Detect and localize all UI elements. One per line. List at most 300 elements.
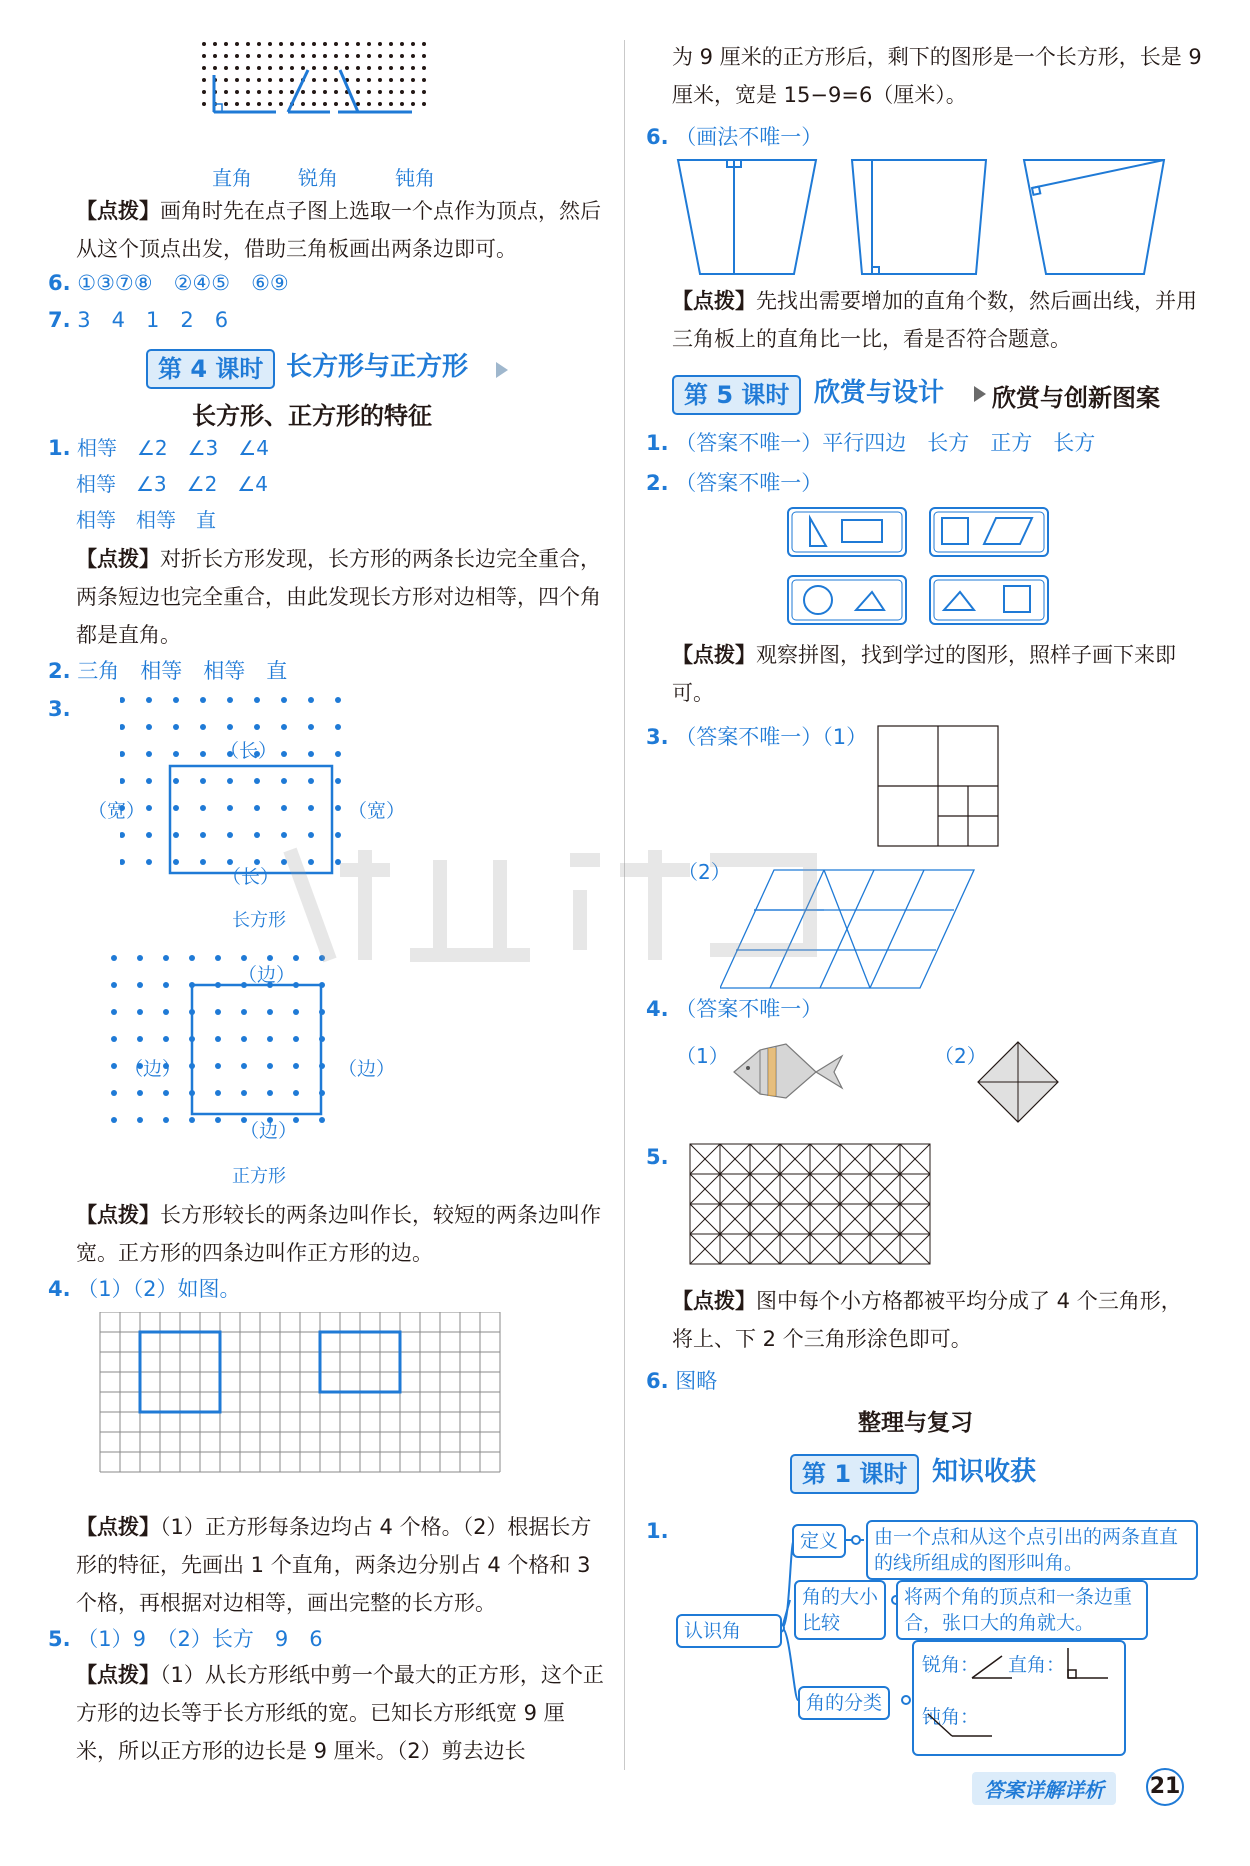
q3-num: 3.: [48, 697, 71, 721]
tip-2-text: 对折长方形发现，长方形的两条长边完全重合，两条短边也完全重合，由此发现长方形对边相等，四个角都是直角。: [76, 547, 601, 647]
grid-dot: [389, 102, 393, 106]
grid-dot: [224, 78, 228, 82]
grid-dot: [293, 1063, 299, 1069]
question-6: [48, 264, 289, 302]
q7-num: 7.: [48, 308, 71, 332]
grid-dot: [257, 42, 261, 46]
grid-dot: [400, 54, 404, 58]
grid-dot: [246, 66, 250, 70]
grid-dot: [163, 1036, 169, 1042]
grid-dot: [202, 78, 206, 82]
grid-dot: [281, 751, 287, 757]
q5-answer: （1）9 （2）长方 9 6: [77, 1627, 323, 1651]
grid-dot: [323, 42, 327, 46]
grid-dot: [411, 42, 415, 46]
grid-dot: [163, 955, 169, 961]
grid-dot: [323, 54, 327, 58]
grid-dot: [224, 66, 228, 70]
grid-dot: [334, 102, 338, 106]
grid-dot: [312, 54, 316, 58]
grid-dot: [389, 42, 393, 46]
section-subtitle: 长方形、正方形的特征: [192, 402, 432, 430]
rect-label-bottom: （长）: [222, 866, 280, 888]
grid-dot: [224, 42, 228, 46]
q6b-num: 6.: [646, 1369, 669, 1393]
grid-dot: [400, 66, 404, 70]
obtuse-label: 钝角：: [922, 1706, 980, 1728]
question-6b-right: [646, 1362, 717, 1400]
grid-dot: [254, 697, 260, 703]
acute-label: 锐角：: [922, 1654, 980, 1676]
q7-answer: 3 4 1 2 6: [77, 308, 229, 332]
grid-dot: [111, 1036, 117, 1042]
grid-dot: [400, 42, 404, 46]
tip-6-text: 先找出需要增加的直角个数，然后画出线，并用三角板上的直角比一比，看是否符合题意。: [672, 289, 1197, 351]
tip-tag: 【点拨】: [672, 643, 756, 667]
question-1-right: [646, 424, 1095, 462]
grid-dot: [290, 78, 294, 82]
q3r-num: 3.: [646, 725, 669, 749]
grid-dot: [279, 54, 283, 58]
grid-dot: [378, 54, 382, 58]
lesson-1-title: 知识收获: [932, 1457, 1037, 1487]
grid-dot: [279, 102, 283, 106]
lesson-1-tag: 第 1 课时: [790, 1454, 919, 1494]
tip-tag: 【点拨】: [672, 1289, 756, 1313]
grid-dot: [173, 724, 179, 730]
grid-dot: [301, 90, 305, 94]
grid-dot: [200, 778, 206, 784]
grid-dot: [235, 102, 239, 106]
grid-dot: [334, 78, 338, 82]
grid-dot: [202, 66, 206, 70]
q4-num: 4.: [48, 1277, 71, 1301]
question-1: [48, 430, 269, 538]
grid-dot: [422, 66, 426, 70]
q6r-num: 6.: [646, 125, 669, 149]
grid-dot: [163, 1009, 169, 1015]
grid-dot: [146, 751, 152, 757]
grid-dot: [422, 42, 426, 46]
review-title: 整理与复习: [858, 1410, 973, 1436]
grid-dot: [173, 751, 179, 757]
question-2-right: [646, 464, 822, 502]
grid-dot: [323, 66, 327, 70]
grid-dot: [246, 102, 250, 106]
tip-tag: 【点拨】: [76, 547, 160, 571]
q4-answer: （1）（2）如图。: [77, 1277, 241, 1301]
grid-dot: [323, 90, 327, 94]
q2-answer: 三角 相等 相等 直: [77, 659, 288, 683]
right-label: 直角：: [1008, 1654, 1066, 1676]
grid-dot: [281, 697, 287, 703]
grid-dot: [137, 1090, 143, 1096]
question-6-right: [646, 118, 822, 156]
lesson-5-arrow-icon: [974, 386, 986, 402]
grid-dot: [200, 724, 206, 730]
question-5: [48, 1620, 323, 1658]
grid-dot: [241, 1090, 247, 1096]
grid-dot: [202, 102, 206, 106]
grid-dot: [111, 982, 117, 988]
mindmap-def-text: 由一个点和从这个点引出的两条直直的线所组成的图形叫角。: [866, 1520, 1198, 1580]
grid-dot: [400, 90, 404, 94]
q6-answer: ①③⑦⑧ ②④⑤ ⑥⑨: [77, 271, 289, 295]
grid-dot: [411, 102, 415, 106]
grid-dot: [254, 805, 260, 811]
lesson-5-tag: 第 5 课时: [672, 375, 801, 415]
grid-dot: [293, 1090, 299, 1096]
grid-dot: [200, 751, 206, 757]
rect-caption: 长方形: [232, 910, 286, 931]
grid-dot: [319, 1117, 325, 1123]
grid-dot: [267, 1036, 273, 1042]
grid-dot: [111, 1090, 117, 1096]
mindmap-cmp-label: 角的大小比较: [794, 1580, 886, 1640]
acute-angle-label: 锐角: [298, 166, 338, 190]
grid-dot: [213, 54, 217, 58]
grid-dot: [367, 90, 371, 94]
grid-dot: [254, 724, 260, 730]
tip-3-text: 长方形较长的两条边叫作长，较短的两条边叫作宽。正方形的四条边叫作正方形的边。: [76, 1203, 601, 1265]
tip-4-text: （1）正方形每条边均占 4 个格。（2）根据长方形的特征，先画出 1 个直角，两条边分别占 4 个格和 3 个格，再根据对边相等，画出完整的长方形。: [76, 1515, 592, 1615]
square-grid-figure: [90, 1312, 570, 1512]
grid-dot: [323, 102, 327, 106]
grid-dot: [367, 78, 371, 82]
q1-line-1: 相等 ∠2 ∠3 ∠4: [76, 436, 269, 460]
grid-dot: [146, 805, 152, 811]
grid-dot: [293, 1036, 299, 1042]
grid-dot: [356, 90, 360, 94]
grid-dot: [389, 78, 393, 82]
grid-dot: [312, 102, 316, 106]
q3r-answer: （答案不唯一）（1）: [675, 725, 868, 749]
grid-dot: [389, 66, 393, 70]
triangle-grid-figure: [686, 1140, 932, 1276]
grid-dot: [224, 102, 228, 106]
grid-dot: [246, 42, 250, 46]
grid-dot: [367, 54, 371, 58]
rect-label-left: （宽）: [88, 800, 146, 822]
grid-dot: [281, 778, 287, 784]
grid-dot: [268, 90, 272, 94]
grid-dot: [224, 54, 228, 58]
grid-dot: [241, 1009, 247, 1015]
grid-dot: [268, 54, 272, 58]
grid-dot: [335, 751, 341, 757]
mindmap-cmp-text: 将两个角的顶点和一条边重合，张口大的角就大。: [896, 1580, 1148, 1640]
footer-label: 答案详解详析: [972, 1772, 1116, 1805]
grid-dot: [378, 42, 382, 46]
grid-dot: [241, 1036, 247, 1042]
grid-dot: [202, 42, 206, 46]
grid-dot: [202, 54, 206, 58]
q6r-answer: （画法不唯一）: [675, 125, 823, 149]
grid-dot: [254, 832, 260, 838]
q1r-num: 1.: [646, 431, 669, 455]
diamond-figure: [976, 1040, 1060, 1124]
grid-dot: [301, 54, 305, 58]
angle-dot-figure: [200, 40, 460, 150]
grid-dot: [111, 1117, 117, 1123]
grid-dot: [411, 54, 415, 58]
rect-label-right: （宽）: [348, 800, 406, 822]
grid-dot: [227, 778, 233, 784]
q5-num: 5.: [48, 1627, 71, 1651]
grid-dot: [334, 66, 338, 70]
grid-dot: [120, 778, 125, 784]
obtuse-angle-label: 钝角: [395, 166, 435, 190]
page-number: 21: [1146, 1768, 1184, 1806]
grid-dot: [367, 66, 371, 70]
grid-dot: [335, 697, 341, 703]
question-4: [48, 1270, 241, 1308]
tip-tag: 【点拨】: [672, 289, 756, 313]
continuation-text: 为 9 厘米的正方形后，剩下的图形是一个长方形，长是 9 厘米，宽是 15−9=6（厘米）。: [672, 45, 1202, 107]
grid-dot: [367, 42, 371, 46]
tip-tag: 【点拨】: [76, 1515, 160, 1539]
q4r-answer: （答案不唯一）: [675, 997, 823, 1021]
grid-dot: [120, 859, 125, 865]
grid-dot: [257, 66, 261, 70]
grid-dot: [146, 778, 152, 784]
grid-dot: [227, 832, 233, 838]
grid-dot: [235, 66, 239, 70]
tip-3: [76, 1196, 606, 1272]
grid-dot: [137, 1117, 143, 1123]
tip-tag: 【点拨】: [76, 1203, 160, 1227]
grid-dot: [335, 805, 341, 811]
grid-dot: [378, 78, 382, 82]
q2r-answer: （答案不唯一）: [675, 471, 823, 495]
grid-dot: [281, 805, 287, 811]
grid-dot: [213, 42, 217, 46]
grid-dot: [120, 751, 125, 757]
grid-dot: [163, 1117, 169, 1123]
tip-1: [76, 192, 606, 268]
tip-7: [672, 636, 1202, 712]
lesson-4-title: 长方形与正方形: [286, 352, 469, 382]
tip-5-text: （1）从长方形纸中剪一个最大的正方形，这个正方形的边长等于长方形纸的宽。已知长方形纸宽 9 厘米，所以正方形的边长是 9 厘米。（2）剪去边长: [76, 1663, 604, 1763]
grid-dot: [235, 54, 239, 58]
square-label-left: （边）: [124, 1058, 182, 1080]
right-angle-label: 直角: [212, 166, 252, 190]
grid-dot: [227, 697, 233, 703]
grid-dot: [215, 1036, 221, 1042]
grid-dot: [312, 66, 316, 70]
grid-dot: [308, 724, 314, 730]
grid-dot: [224, 90, 228, 94]
grid-dot: [279, 66, 283, 70]
grid-dot: [400, 102, 404, 106]
grid-dot: [422, 54, 426, 58]
shape-pattern-boxes: [784, 504, 1064, 634]
grid-dot: [257, 54, 261, 58]
tip-8: [672, 1282, 1202, 1358]
grid-dot: [268, 78, 272, 82]
grid-dot: [200, 805, 206, 811]
grid-dot: [257, 90, 261, 94]
question-2: [48, 652, 287, 690]
grid-dot: [422, 102, 426, 106]
grid-dot: [215, 1009, 221, 1015]
grid-dot: [215, 955, 221, 961]
grid-dot: [246, 54, 250, 58]
grid-dot: [137, 982, 143, 988]
grid-dot: [189, 955, 195, 961]
q2-num: 2.: [48, 659, 71, 683]
grid-dot: [246, 90, 250, 94]
grid-dot: [227, 805, 233, 811]
square-label-bottom: （边）: [240, 1120, 298, 1142]
grid-dot: [246, 78, 250, 82]
grid-dot: [378, 66, 382, 70]
tip-tag: 【点拨】: [76, 199, 160, 223]
grid-dot: [356, 54, 360, 58]
mindmap-root: 认识角: [676, 1614, 782, 1648]
grid-dot: [290, 54, 294, 58]
grid-dot: [111, 955, 117, 961]
grid-dot: [268, 102, 272, 106]
grid-dot: [241, 1063, 247, 1069]
grid-dot: [312, 42, 316, 46]
grid-dot: [356, 78, 360, 82]
lesson-4-arrow-icon: [496, 362, 508, 378]
q6-num: 6.: [48, 271, 71, 295]
grid-dot: [137, 1036, 143, 1042]
grid-dot: [189, 1117, 195, 1123]
q4r-num: 4.: [646, 997, 669, 1021]
grid-dot: [163, 1090, 169, 1096]
grid-dot: [367, 102, 371, 106]
square-label-right: （边）: [338, 1058, 396, 1080]
grid-dot: [345, 42, 349, 46]
grid-dot: [279, 78, 283, 82]
grid-dot: [120, 697, 125, 703]
rect-label-top: （长）: [220, 740, 278, 762]
watermark-mark: [270, 830, 830, 980]
grid-dot: [267, 1063, 273, 1069]
grid-dot: [267, 1090, 273, 1096]
grid-dot: [279, 90, 283, 94]
trapezoid-figures: [668, 152, 1188, 282]
grid-dot: [235, 78, 239, 82]
q1r-answer: （答案不唯一）平行四边 长方 正方 长方: [675, 431, 1096, 455]
q2r-num: 2.: [646, 471, 669, 495]
grid-dot: [345, 54, 349, 58]
q5r-num: 5.: [646, 1145, 669, 1169]
grid-dot: [257, 102, 261, 106]
grid-dot: [334, 54, 338, 58]
square-division-figure: [876, 724, 1000, 848]
mindmap-num: 1.: [646, 1519, 669, 1543]
grid-dot: [411, 90, 415, 94]
grid-dot: [378, 102, 382, 106]
grid-dot: [202, 90, 206, 94]
grid-dot: [290, 66, 294, 70]
tip-1-text: 画角时先在点子图上选取一个点作为顶点，然后从这个顶点出发，借助三角板画出两条边即可。: [76, 199, 601, 261]
grid-dot: [227, 724, 233, 730]
grid-dot: [213, 66, 217, 70]
grid-dot: [146, 724, 152, 730]
grid-dot: [137, 955, 143, 961]
tip-tag: 【点拨】: [76, 1663, 160, 1687]
grid-dot: [290, 90, 294, 94]
q3r-part2: （2）: [678, 860, 731, 884]
grid-dot: [308, 697, 314, 703]
grid-dot: [235, 90, 239, 94]
grid-dot: [215, 1063, 221, 1069]
grid-dot: [308, 751, 314, 757]
grid-dot: [173, 859, 179, 865]
grid-dot: [345, 66, 349, 70]
grid-dot: [137, 1009, 143, 1015]
tip-2: [76, 540, 606, 654]
grid-dot: [293, 1009, 299, 1015]
grid-dot: [400, 78, 404, 82]
tip-7-text: 观察拼图，找到学过的图形，照样子画下来即可。: [672, 643, 1176, 705]
fish-figure: [730, 1036, 850, 1106]
grid-dot: [422, 90, 426, 94]
grid-dot: [301, 66, 305, 70]
grid-dot: [146, 859, 152, 865]
grid-dot: [235, 42, 239, 46]
grid-dot: [146, 697, 152, 703]
grid-dot: [279, 42, 283, 46]
lesson-4-tag: 第 4 课时: [146, 349, 275, 389]
lesson-5-subtitle: 欣赏与创新图案: [992, 384, 1160, 412]
grid-dot: [312, 90, 316, 94]
tip-8-text: 图中每个小方格都被平均分成了 4 个三角形，将上、下 2 个三角形涂色即可。: [672, 1289, 1182, 1351]
mindmap-def-label: 定义: [792, 1524, 846, 1558]
grid-dot: [389, 54, 393, 58]
square-label-top: （边）: [238, 964, 296, 986]
grid-dot: [422, 78, 426, 82]
grid-dot: [120, 832, 125, 838]
grid-dot: [200, 832, 206, 838]
grid-dot: [335, 778, 341, 784]
mindmap-cls-label: 角的分类: [798, 1686, 890, 1720]
grid-dot: [312, 78, 316, 82]
tip-5: [76, 1656, 606, 1770]
question-3-right: [646, 718, 867, 756]
question-4-right: [646, 990, 822, 1028]
grid-dot: [301, 42, 305, 46]
grid-dot: [111, 1009, 117, 1015]
grid-dot: [268, 42, 272, 46]
square-caption: 正方形: [232, 1166, 286, 1187]
grid-dot: [334, 42, 338, 46]
grid-dot: [356, 66, 360, 70]
grid-dot: [173, 697, 179, 703]
lesson-5-title: 欣赏与设计: [814, 378, 945, 408]
q4r-part2: （2）: [934, 1044, 987, 1068]
grid-dot: [111, 1063, 117, 1069]
grid-dot: [215, 1117, 221, 1123]
grid-dot: [267, 1009, 273, 1015]
grid-dot: [335, 724, 341, 730]
grid-dot: [345, 102, 349, 106]
tip-6: [672, 282, 1202, 358]
grid-dot: [290, 42, 294, 46]
tip-4: [76, 1508, 606, 1622]
q1-line-3: 相等 相等 直: [76, 508, 216, 532]
question-7: [48, 301, 228, 339]
grid-dot: [323, 78, 327, 82]
grid-dot: [163, 982, 169, 988]
q1-num: 1.: [48, 436, 71, 460]
angle-examples: [912, 1640, 1122, 1752]
